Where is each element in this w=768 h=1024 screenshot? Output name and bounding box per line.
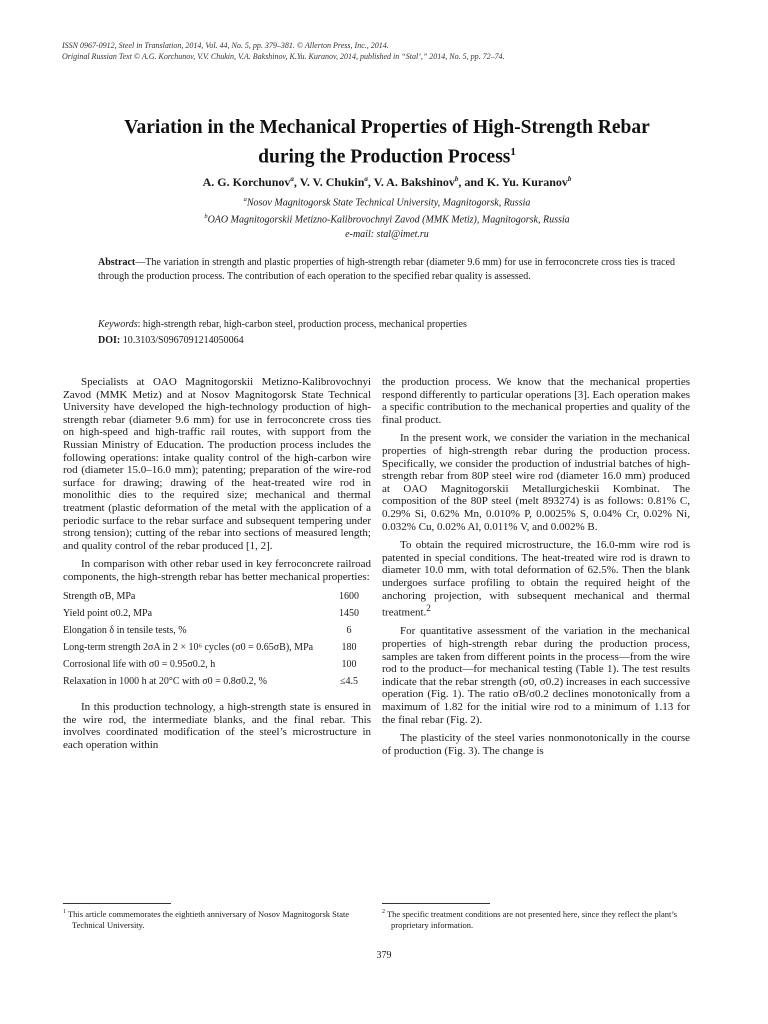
keywords xyxy=(98,318,675,332)
page-number: 379 xyxy=(376,950,392,961)
affiliation-mark: b xyxy=(204,213,208,221)
affiliation-a xyxy=(62,193,712,210)
footnote-rule xyxy=(382,903,490,904)
property-value: 1450 xyxy=(339,607,359,619)
footnote-rule xyxy=(63,903,171,904)
body-paragraph: For quantitative assessment of the variation in the mechanical properties of high-strength rebar during the production process, samples are taken from different points in the process—from the wire rod to the product—for mechanical testing (Table 1). The test results indicate that the rebar strength (σ0, σ0.2) increases in each successive operation (Fig. 1). The ratio σB/σ0.2 declines monotonically from a maximum of 1.82 for the initial wire rod to a minimum of 1.13 for the final rebar (Fig. 2). xyxy=(382,625,690,726)
footnote-left xyxy=(63,903,371,931)
footnote-right xyxy=(382,903,690,931)
author-name: K. Yu. Kuranov xyxy=(486,175,568,189)
author-name: A. G. Korchunov xyxy=(202,175,291,189)
footnote-mark: 2 xyxy=(426,603,431,614)
property-value: 6 xyxy=(346,624,352,636)
property-row xyxy=(63,607,371,622)
property-label: Long-term strength 2σA in 2 × 10⁶ cycles (σ0 = 0.65σB), MPa xyxy=(63,641,314,653)
property-row xyxy=(63,624,371,639)
property-label: Corrosional life with σ0 = 0.95σ0.2, h xyxy=(63,658,216,670)
abstract-label: Abstract xyxy=(98,257,136,268)
author-list: A. G. Korchunov$^a$, V. V. Chukin$^a$, V. A. Bakshinov$^b$, and K. Yu. Kuranov$^b$ xyxy=(202,175,572,189)
property-label: Relaxation in 1000 h at 20°C with σ0 = 0.8σ0.2, % xyxy=(63,675,268,687)
author-name: V. V. Chukin xyxy=(299,175,365,189)
header-line-2: Original Russian Text © A.G. Korchunov, V.V. Chukin, V.A. Bakshinov, K.Yu. Kuranov, 2014, published in “Stal’,” 2014, No. 5, pp. 72–74. xyxy=(62,52,505,61)
right-column xyxy=(382,376,690,763)
title-footnote-mark: 1 xyxy=(510,146,516,158)
property-row xyxy=(63,590,371,605)
body-paragraph: Specialists at OAO Magnitogorskii Metizno-Kalibrovochnyi Zavod (MMK Metiz) and at Nosov Magnitogorsk State Technical University have developed the high-technology production of high-strength rebar (diameter 9.6 mm) for use in ferroconcrete cross ties on high-speed and high-traffic rail routes, with support from the Russian Ministry of Education. The production process includes the following operations: intake quality control of the high-carbon wire rod (diameter 15.0–16.0 mm); patenting; preparation of the wire-rod surface for drawing; drawing of the heat-treated wire rod in monolithic dies to the required size; mechanical and thermal treatment (plastic deformation of the metal with the application of a periodic surface to the rebar surface and subsequent tempering under strong tension); cutting of the rebar into sections of measured length; and quality control of the rebar produced [1, 2]. xyxy=(63,376,371,552)
article-title xyxy=(62,116,712,170)
abstract-text: —The variation in strength and plastic properties of high-strength rebar (diameter 9.6 mm) for use in ferroconcrete cross ties is traced through the production process. The contribution of each operation to the specified rebar quality is assessed. xyxy=(98,257,675,282)
property-value: 1600 xyxy=(339,590,359,602)
body-paragraph xyxy=(382,539,690,619)
title-line-1: Variation in the Mechanical Properties of High-Strength Rebar xyxy=(124,117,650,138)
author-name: V. A. Bakshinov xyxy=(373,175,455,189)
body-paragraph-text: To obtain the required microstructure, the 16.0-mm wire rod is patented in special conditions. The heat-treated wire rod is drawn to diameter 10.0 mm, with total deformation of 62.5%. Then the blank undergoes surface profiling to obtain the required height of the anchoring projection, with subsequent mechanical and thermal treatment. xyxy=(382,539,690,619)
keywords-label: Keywords xyxy=(98,319,138,330)
body-paragraph: the production process. We know that the mechanical properties respond differently to particular operations [3]. Each operation makes a specific contribution to the mechanical properties and quality of the final product. xyxy=(382,376,690,426)
title-line-2 xyxy=(62,140,712,170)
footnote-mark: 1 xyxy=(63,909,66,915)
property-label: Yield point σ0.2, MPa xyxy=(63,607,153,619)
footnote xyxy=(63,907,371,931)
abstract xyxy=(98,256,675,284)
author-affil-mark: a xyxy=(290,175,294,183)
author-affil-mark: b xyxy=(454,175,459,183)
footnote-mark: 2 xyxy=(382,909,385,915)
doi-label: DOI: xyxy=(98,335,121,346)
body-paragraph: In this production technology, a high-strength state is ensured in the wire rod, the intermediate blanks, and the final rebar. This involves coordinated modification of the steel’s microstructure in each operation within xyxy=(63,701,371,751)
header-line-1: ISSN 0967-0912, Steel in Translation, 2014, Vol. 44, No. 5, pp. 379–381. © Allerton Press, Inc., 2014. xyxy=(62,41,389,50)
property-label: Elongation δ in tensile tests, % xyxy=(63,624,187,636)
journal-header xyxy=(62,40,712,62)
affiliation-text: OAO Magnitogorskii Metizno-Kalibrovochnyi Zavod (MMK Metiz), Magnitogorsk, Russia xyxy=(207,214,570,226)
body-paragraph: In comparison with other rebar used in key ferroconcrete railroad components, the high-strength rebar has better mechanical properties: xyxy=(63,558,371,583)
doi-value[interactable]: 10.3103/S0967091214050064 xyxy=(122,335,244,346)
property-row xyxy=(63,658,371,673)
contact-email[interactable]: e-mail: stal@imet.ru xyxy=(345,228,429,240)
property-row xyxy=(63,641,371,656)
property-value: 180 xyxy=(341,641,357,653)
body-paragraph: The plasticity of the steel varies nonmonotonically in the course of production (Fig. 3). The change is xyxy=(382,732,690,757)
property-row xyxy=(63,675,371,690)
property-value: 100 xyxy=(341,658,357,670)
keywords-text: : high-strength rebar, high-carbon steel, production process, mechanical properties xyxy=(137,319,467,330)
property-label: Strength σB, MPa xyxy=(63,590,136,602)
footnote xyxy=(382,907,690,931)
title-line-2-text: during the Production Process xyxy=(258,146,511,168)
footnote-text: The specific treatment conditions are not presented here, since they reflect the plant’s proprietary information. xyxy=(386,908,678,930)
affiliations xyxy=(62,193,712,242)
left-column xyxy=(63,376,371,757)
affiliation-mark: a xyxy=(243,196,247,203)
properties-list xyxy=(63,590,371,690)
author-affil-mark: a xyxy=(364,175,368,183)
footnote-text: This article commemorates the eightieth anniversary of Nosov Magnitogorsk State Technical University. xyxy=(67,908,350,930)
affiliation-text: Nosov Magnitogorsk State Technical University, Magnitogorsk, Russia xyxy=(246,197,531,209)
author-affil-mark: b xyxy=(567,175,572,183)
body-paragraph: In the present work, we consider the variation in the mechanical properties of high-strength rebar during the production process. Specifically, we consider the production of industrial batches of high-strength rebar from 80P steel wire rod (diameter 16.0 mm) produced at OAO Magnitogorskii Metallurgicheskii Kombinat. The composition of the 80P steel (melt 893274) is as follows: 0.81% C, 0.29% Si, 0.62% Mn, 0.010% P, 0.0025% S, 0.04% Cr, 0.02% Ni, 0.032% Cu, 0.02% Al, 0.011% V, and 0.002% B. xyxy=(382,432,690,533)
doi xyxy=(98,334,675,348)
affiliation-b xyxy=(62,210,712,227)
property-value: ≤4.5 xyxy=(340,675,358,687)
